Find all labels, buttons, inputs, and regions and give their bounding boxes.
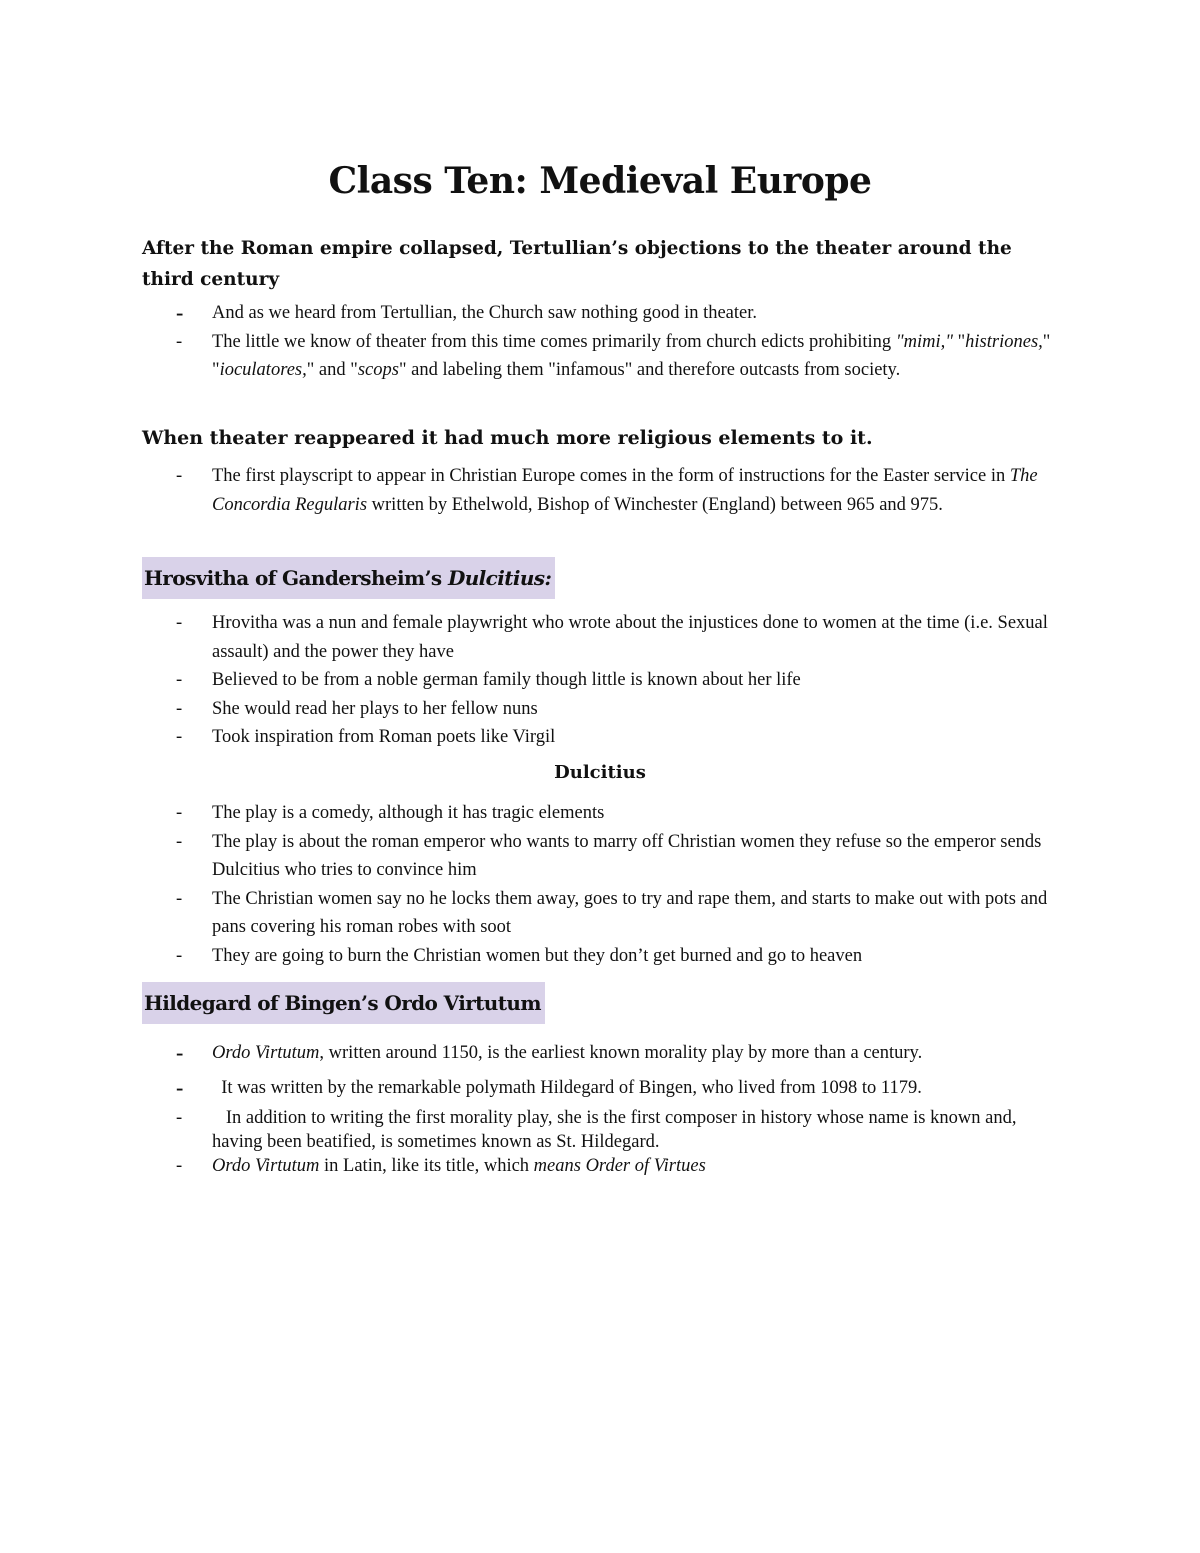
italic-term-histriones: histriones, [965, 331, 1043, 352]
list-item [142, 462, 1062, 519]
list-item [142, 723, 1062, 752]
list-item [142, 328, 1062, 385]
list-item-text: The first playscript to appear in Christian Europe comes in the form of instructions for the Easter service in [212, 466, 1010, 486]
list-item [142, 609, 1062, 666]
list-item-text: She would read her plays to her fellow nuns [212, 698, 538, 719]
section-heading-hrosvitha [142, 557, 555, 599]
page-title: Class Ten: Medieval Europe [328, 160, 872, 202]
bullet-dash: - [176, 1075, 184, 1100]
list-item-text: The play is a comedy, although it has tragic elements [212, 803, 605, 823]
list-item-text: " " [212, 331, 1051, 380]
list-item-text: written by Ethelwold, Bishop of Winchester (England) between 965 and 975. [367, 494, 943, 515]
bullet-dash: - [176, 331, 183, 352]
list-item [142, 299, 1062, 328]
italic-title-ordo-virtutum: Ordo Virtutum [212, 1043, 320, 1063]
italic-title-concordia-regularis: The Concordia Regularis [212, 466, 1038, 515]
list-item [142, 1041, 1062, 1065]
list-item [142, 666, 1062, 695]
bullet-dash: - [176, 1040, 184, 1065]
list-item-text: in Latin, like its title, which [319, 1156, 534, 1176]
bullet-dash: - [176, 670, 183, 690]
list-item [142, 828, 1062, 885]
list-item-text: In addition to writing the first morality play, she is the first composer in history whose name is known and, having been beatified, is sometimes known as St. Hildegard. [212, 1108, 1022, 1152]
bullet-dash: - [176, 803, 183, 823]
list-item [142, 1154, 1062, 1178]
list-item [142, 695, 1062, 724]
bullet-dash: - [176, 1108, 183, 1128]
section4-list [142, 1041, 1062, 1178]
list-item-text: , written around 1150, is the earliest known morality play by more than a century. [319, 1043, 923, 1063]
list-item [142, 942, 1062, 971]
list-item-text: The play is about the roman emperor who wants to marry off Christian women they refuse so the emperor sends Dulcitius who tries to convince him [212, 831, 1042, 880]
bullet-dash: - [176, 613, 183, 633]
section-heading-hildegard: Hildegard of Bingen’s Ordo Virtutum [142, 982, 545, 1024]
section1-list [142, 299, 1062, 385]
heading-text: Hrosvitha of Gandersheim’s [144, 566, 448, 590]
dulcitius-list [142, 799, 1062, 970]
list-item-text: Hrovitha was a nun and female playwright who wrote about the injustices done to women at the time (i.e. Sexual assault) and the power they have [212, 613, 1048, 662]
list-item-text: Took inspiration from Roman poets like Virgil [212, 727, 556, 747]
list-item-text: They are going to burn the Christian women but they don’t get burned and go to heaven [212, 945, 863, 966]
list-item-text: " [952, 331, 966, 352]
list-item [142, 799, 1062, 828]
bullet-dash: - [176, 1156, 183, 1176]
section2-list [142, 462, 1062, 519]
list-item-text: " and " [306, 360, 358, 380]
list-item-text: The little we know of theater from this time comes primarily from church edicts prohibiting [212, 331, 896, 352]
bullet-dash: - [176, 831, 183, 852]
list-item-text: Believed to be from a noble german family though little is known about her life [212, 670, 801, 690]
italic-term-mimi: "mimi," [895, 331, 953, 352]
list-item-text: And as we heard from Tertullian, the Church saw nothing good in theater. [212, 303, 758, 323]
bullet-dash: - [176, 727, 183, 747]
subheading-dulcitius: Dulcitius [554, 762, 646, 783]
section3-list [142, 609, 1062, 752]
italic-text-means-order-of-virtues: means Order of Virtues [533, 1156, 706, 1176]
bullet-dash: - [176, 945, 183, 966]
heading-italic-text: Dulcitius: [447, 566, 552, 590]
list-item-text: The Christian women say no he locks them away, goes to try and rape them, and starts to make out with pots and pans covering his roman robes with soot [212, 888, 1048, 937]
bullet-dash: - [176, 466, 183, 486]
section-heading-theater-reappeared: When theater reappeared it had much more religious elements to it. [142, 427, 873, 449]
section-heading-roman-empire: After the Roman empire collapsed, Tertullian’s objections to the theater around the third century [142, 238, 1012, 290]
list-item [142, 885, 1062, 942]
list-item-text: It was written by the remarkable polymath Hildegard of Bingen, who lived from 1098 to 1179. [212, 1078, 922, 1098]
bullet-dash: - [176, 300, 184, 325]
italic-term-ioculatores: ioculatores, [219, 360, 307, 380]
italic-title-ordo-virtutum: Ordo Virtutum [212, 1156, 320, 1176]
bullet-dash: - [176, 888, 183, 909]
italic-term-scops: scops [357, 360, 399, 380]
list-item-text: " and labeling them "infamous" and therefore outcasts from society. [398, 360, 901, 380]
bullet-dash: - [176, 698, 183, 719]
list-item [142, 1076, 1062, 1100]
list-item [142, 1106, 1062, 1154]
